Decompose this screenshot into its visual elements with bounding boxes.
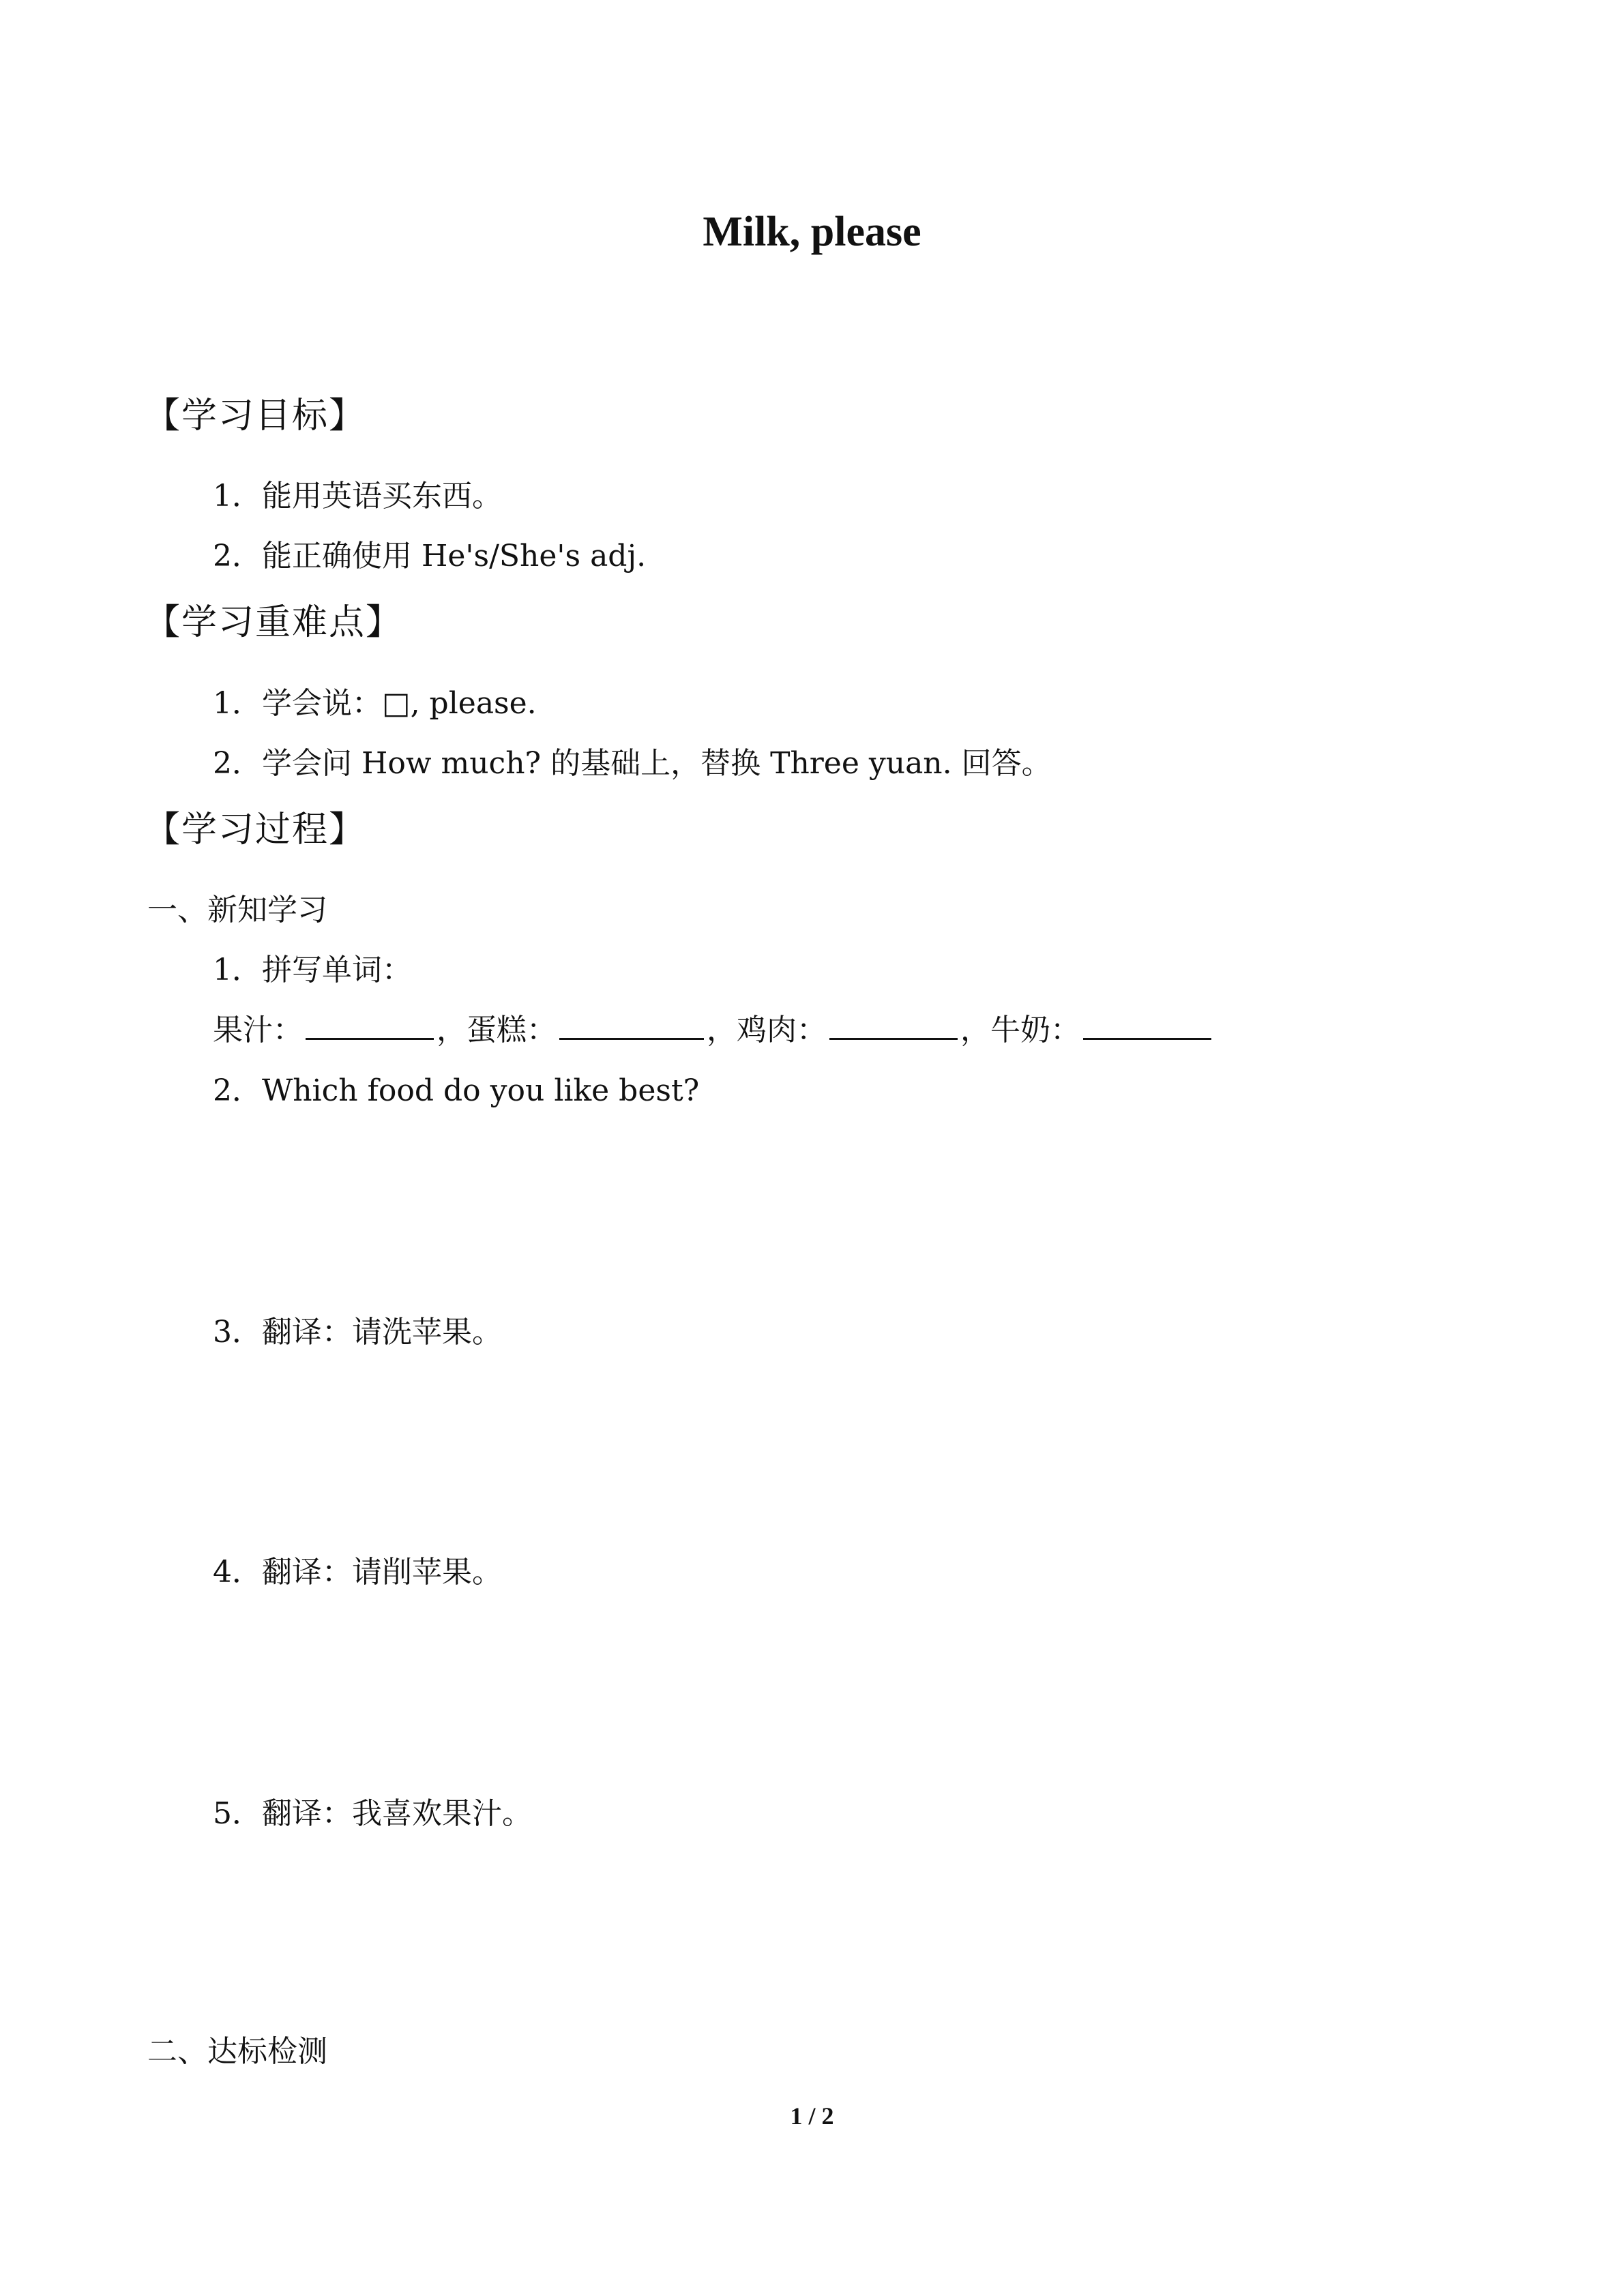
- answer-blank-chicken[interactable]: [829, 1011, 958, 1040]
- key-point-item: 1．学会说：□, please.: [213, 686, 537, 721]
- goal-item: 2．能正确使用 He's/She's adj.: [213, 539, 647, 573]
- vocab-fill-line: [213, 1010, 1214, 1051]
- goal-item: 1．能用英语买东西。: [213, 479, 502, 513]
- section-heading-key-points: 【学习重难点】: [145, 602, 403, 643]
- document-title: Milk, please: [703, 209, 921, 255]
- vocab-label-juice: 果汁：: [213, 1013, 303, 1047]
- page-number: 1 / 2: [790, 2102, 834, 2130]
- answer-blank-cake[interactable]: [559, 1011, 704, 1040]
- vocab-label-milk: ，牛奶：: [960, 1013, 1080, 1047]
- section-heading-process: 【学习过程】: [145, 809, 366, 850]
- part-heading-new-learning: 一、新知学习: [147, 893, 327, 927]
- vocab-label-chicken: ，鸡肉：: [707, 1013, 827, 1047]
- question-spelling: 1．拼写单词：: [213, 953, 412, 987]
- section-heading-goals: 【学习目标】: [145, 396, 366, 436]
- answer-blank-juice[interactable]: [306, 1011, 434, 1040]
- question-translate-wash: 3．翻译：请洗苹果。: [213, 1315, 502, 1350]
- part-heading-assessment: 二、达标检测: [147, 2034, 327, 2069]
- question-translate-like-juice: 5．翻译：我喜欢果汁。: [213, 1796, 532, 1831]
- question-favorite-food: 2．Which food do you like best?: [213, 1073, 700, 1108]
- question-translate-peel: 4．翻译：请削苹果。: [213, 1555, 502, 1590]
- answer-blank-milk[interactable]: [1083, 1011, 1211, 1040]
- key-point-item: 2．学会问 How much? 的基础上，替换 Three yuan. 回答。: [213, 746, 1052, 781]
- vocab-label-cake: ，蛋糕：: [437, 1013, 557, 1047]
